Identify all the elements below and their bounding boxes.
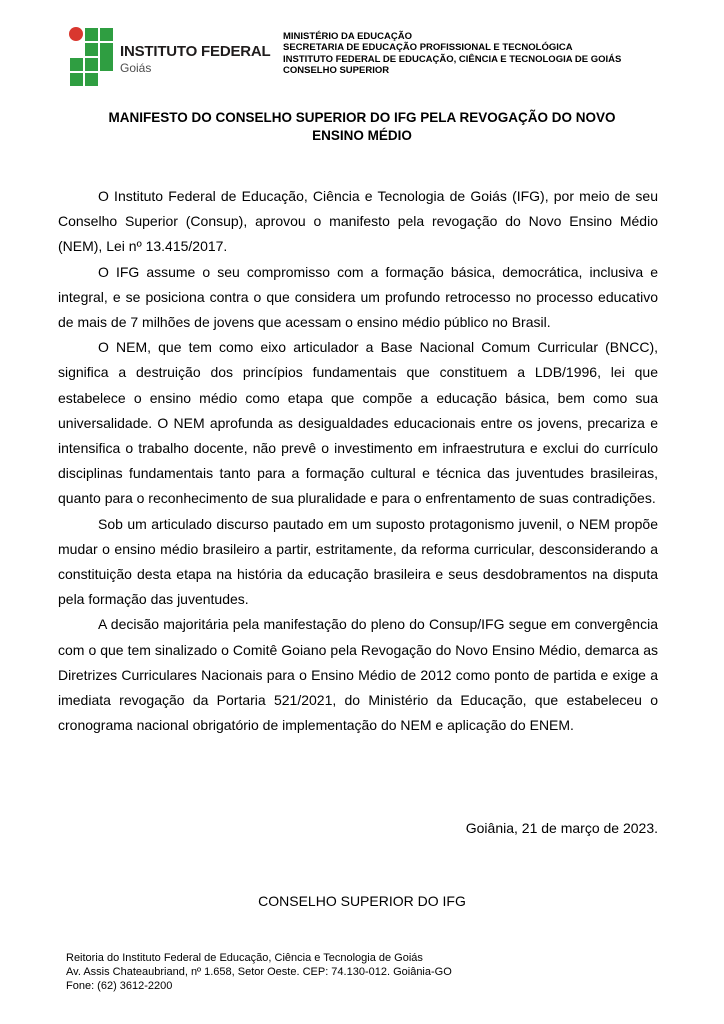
body-paragraph: A decisão majoritária pela manifestação do pleno do Consup/IFG segue em convergência com o que tem sinalizado o Comitê Goiano pela Revogação do Novo Ensino Médio, demarca as Diretrizes Curriculares Nacionais para o Ensino Médio de 2012 como ponto de partida e exige a imediata revogação da Portaria 521/2021, do Ministério da Educação, que estabeleceu o cronograma nacional obrigatório de implementação do NEM e aplicação do ENEM.	[58, 616, 658, 734]
dateline: Goiânia, 21 de março de 2023.	[465, 820, 658, 836]
logo-wordmark	[120, 44, 271, 74]
ministry-line: CONSELHO SUPERIOR	[283, 64, 390, 76]
signature-line: CONSELHO SUPERIOR DO IFG	[258, 893, 466, 909]
footer-line: Fone: (62) 3612-2200	[66, 980, 173, 992]
ministry-line: INSTITUTO FEDERAL DE EDUCAÇÃO, CIÊNCIA E TECNOLOGIA DE GOIÁS	[283, 53, 622, 65]
logo-red-dot	[69, 27, 83, 41]
document-title-wrap	[0, 109, 724, 145]
ifg-logo-icon	[70, 28, 116, 86]
logo-region-label: Goiás	[120, 61, 152, 75]
footer-line: Reitoria do Instituto Federal de Educação, Ciência e Tecnologia de Goiás	[66, 952, 423, 964]
document-title: MANIFESTO DO CONSELHO SUPERIOR DO IFG PELA REVOGAÇÃO DO NOVO ENSINO MÉDIO	[108, 110, 616, 143]
body-paragraph: Sob um articulado discurso pautado em um suposto protagonismo juvenil, o NEM propõe mudar o ensino médio brasileiro a partir, estritamente, da reforma curricular, desconsiderando a constituição desta etapa na história da educação brasileira e seus desdobramentos na disputa pela formação das juventudes.	[58, 515, 658, 608]
ministry-block	[283, 31, 621, 76]
footer-line: Av. Assis Chateaubriand, nº 1.658, Setor Oeste. CEP: 74.130-012. Goiânia-GO	[66, 966, 452, 978]
logo-institution-name: INSTITUTO FEDERAL	[120, 43, 271, 60]
ministry-line: SECRETARIA DE EDUCAÇÃO PROFISSIONAL E TECNOLÓGICA	[283, 42, 573, 54]
body-paragraph: O IFG assume o seu compromisso com a formação básica, democrática, inclusiva e integral, e se posiciona contra o que considera um profundo retrocesso no processo educativo de mais de 7 milhões de jovens que acessam o ensino médio público no Brasil.	[58, 263, 658, 331]
ministry-line: MINISTÉRIO DA EDUCAÇÃO	[283, 31, 412, 42]
body-paragraph: O NEM, que tem como eixo articulador a Base Nacional Comum Curricular (BNCC), significa a destruição dos princípios fundamentais que constituem a LDB/1996, lei que estabelece o ensino médio como etapa que compõe a educação básica, bem como sua universalidade. O NEM aprofunda as desigualdades educacionais entre os jovens, precariza e intensifica o trabalho docente, não prevê o investimento em infraestrutura e exclui do currículo disciplinas fundamentais tanto para a formação cultural e técnica das juventudes brasileiras, quanto para o reconhecimento de sua pluralidade e para o enfrentamento de suas contradições.	[58, 339, 658, 507]
document-body	[58, 184, 658, 738]
body-paragraph: O Instituto Federal de Educação, Ciência e Tecnologia de Goiás (IFG), por meio de seu Conselho Superior (Consup), aprovou o manifesto pela revogação do Novo Ensino Médio (NEM), Lei nº 13.415/2017.	[58, 188, 658, 255]
footer-address	[66, 951, 452, 993]
